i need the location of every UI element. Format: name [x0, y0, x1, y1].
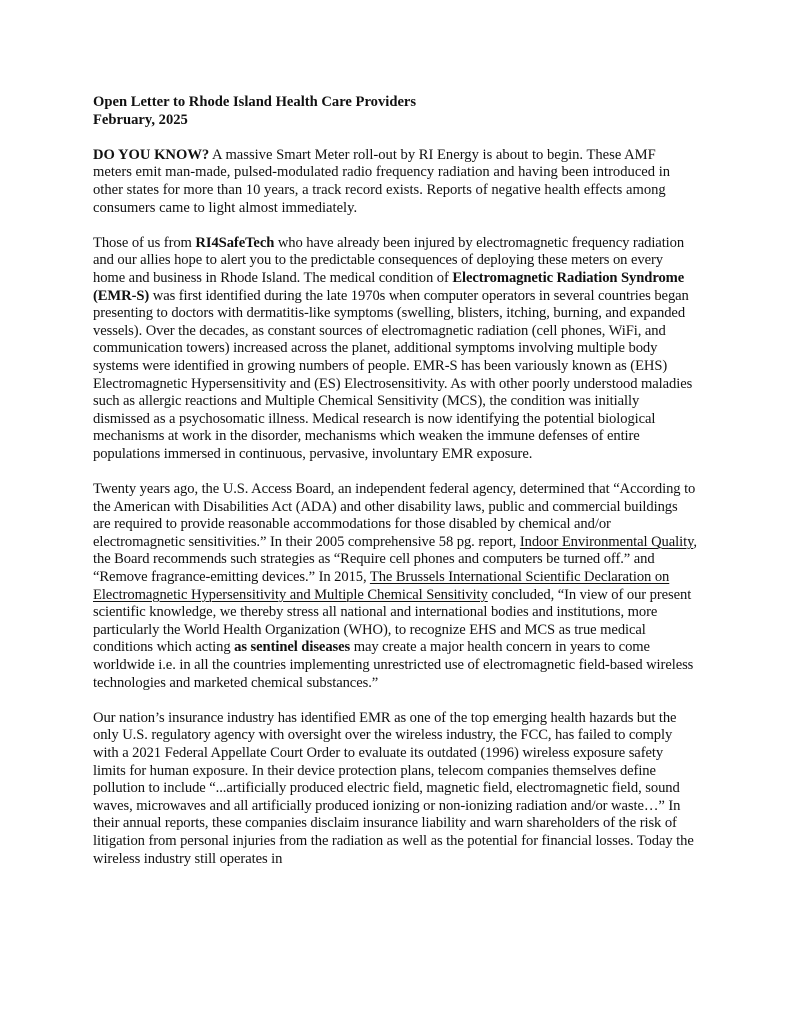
report-link-indoor-environmental-quality[interactable]: Indoor Environmental Quality — [519, 533, 694, 550]
paragraph-text: , the Board recommends such strategies as “Require cell phones and computers be turned off.” and “Remove fragrance-emitting devices.” In 2015, — [93, 533, 697, 586]
org-name: RI4SafeTech — [195, 234, 275, 251]
paragraph-text: Twenty years ago, the U.S. Access Board, an independent federal agency, determined that “According to the American with Disabilities Act (ADA) and other disability laws, public and commercial buildings are required to provide reasonable accommodations for those disabled by chemical and/or electromagnetic sensitivities.” In their 2005 comprehensive 58 pg. report, — [93, 481, 696, 550]
letter-title: Open Letter to Rhode Island Health Care Providers — [93, 94, 417, 110]
lead-phrase: DO YOU KNOW? — [93, 146, 210, 163]
paragraph-text: A massive Smart Meter roll-out by RI Energy is about to begin. These AMF meters emit man-made, pulsed-modulated radio frequency radiation and having been introduced in other states for more than 10 years, a track record exists. Reports of negative health effects among consumers came to light almost immediately. — [93, 146, 671, 216]
paragraph-insurance-industry — [93, 710, 698, 868]
paragraph-access-board — [93, 481, 698, 692]
paragraph-do-you-know — [93, 147, 698, 217]
brussels-declaration-link[interactable]: The Brussels International Scientific Declaration on Electromagnetic Hypersensitivity and Multiple Chemical Sensitivity — [93, 569, 670, 603]
paragraph-text: Those of us from — [93, 234, 196, 251]
paragraph-text: who have already been injured by electromagnetic frequency radiation and our allies hope to alert you to the predictable consequences of deploying these meters on every home and business in Rhode Island. The medical condition of — [93, 234, 685, 286]
paragraph-text: Our nation’s insurance industry has identified EMR as one of the top emerging health hazards but the only U.S. regulatory agency with oversight over the wireless industry, the FCC, has failed to comply with a 2021 Federal Appellate Court Order to evaluate its outdated (1996) wireless exposure safety limits for human exposure. In their device protection plans, telecom companies themselves define pollution to include “...artificially produced electric field, magnetic field, electromagnetic field, sound waves, microwaves and all artificially produced ionizing or non-ionizing radiation and/or waste…” In their annual reports, these companies disclaim insurance liability and warn shareholders of the risk of litigation from personal injuries from the radiation as well as the potential for financial losses. Today the wireless industry still operates in — [93, 709, 694, 867]
letter-body — [93, 94, 698, 868]
emphasis-sentinel-diseases: as sentinel diseases — [234, 639, 351, 656]
paragraph-text: was first identified during the late 1970s when computer operators in several countries began presenting to doctors with dermatitis-like symptoms (swelling, blisters, itching, burning, and expanded vessels). Over the decades, as constant sources of electromagnetic radiation (cell phones, WiFi, and communication towers) increased across the planet, additional symptoms involving multiple body systems were identified in growing numbers of people. EMR-S has been variously known as (EHS) Electromagnetic Hypersensitivity and (ES) Electrosensitivity. As with other poorly understood maladies such as allergic reactions and Multiple Chemical Sensitivity (MCS), the condition was initially dismissed as a psychosomatic illness. Medical research is now identifying the potential biological mechanisms at work in the disorder, mechanisms which weaken the immune defenses of entire populations immersed in continuous, pervasive, involuntary EMR exposure. — [93, 287, 693, 462]
paragraph-text: concluded, “In view of our present scientific knowledge, we thereby stress all national and international bodies and institutions, more particularly the World Health Organization (WHO), to recognize EHS and MCS as true medical conditions which acting — [93, 586, 692, 656]
paragraph-text: may create a major health concern in years to come worldwide i.e. in all the countries implementing unrestricted use of electromagnetic field-based wireless technologies and marketed chemical substances.” — [93, 639, 694, 691]
condition-name: Electromagnetic Radiation Syndrome (EMR-S) — [93, 269, 685, 304]
paragraph-emr-syndrome — [93, 235, 698, 464]
letter-date: February, 2025 — [93, 111, 188, 128]
